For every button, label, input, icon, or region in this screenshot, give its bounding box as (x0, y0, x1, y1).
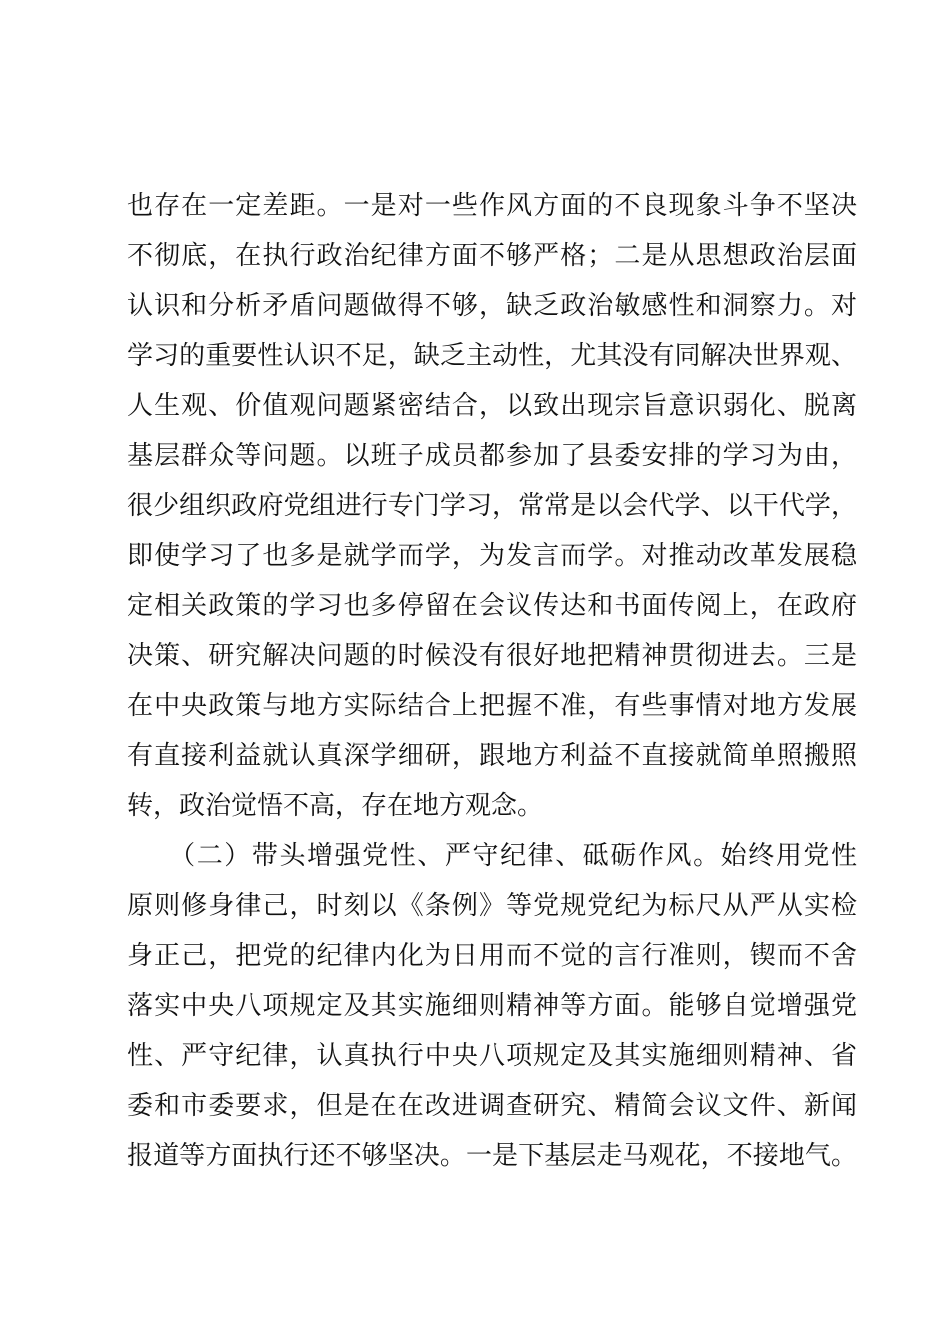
text-line: 定相关政策的学习也多停留在会议传达和书面传阅上，在政府 (127, 591, 857, 621)
text-line: 性、严守纪律，认真执行中央八项规定及其实施细则精神、省 (127, 1041, 857, 1071)
text-line: 人生观、价值观问题紧密结合，以致出现宗旨意识弱化、脱离 (127, 391, 857, 421)
text-line: 也存在一定差距。一是对一些作风方面的不良现象斗争不坚决 (127, 191, 857, 221)
text-line: 报道等方面执行还不够坚决。一是下基层走马观花，不接地气。 (127, 1141, 857, 1171)
body-text (127, 181, 857, 1181)
text-line: 原则修身律己，时刻以《条例》等党规党纪为标尺从严从实检 (127, 891, 857, 921)
text-line: 决策、研究解决问题的时候没有很好地把精神贯彻进去。三是 (127, 641, 857, 671)
paragraph-end-line: 转，政治觉悟不高，存在地方观念。 (127, 791, 544, 821)
text-line: 有直接利益就认真深学细研，跟地方利益不直接就简单照搬照 (127, 741, 857, 771)
text-line: 不彻底，在执行政治纪律方面不够严格；二是从思想政治层面 (127, 241, 857, 271)
text-line: 即使学习了也多是就学而学，为发言而学。对推动改革发展稳 (127, 541, 857, 571)
text-line: 落实中央八项规定及其实施细则精神等方面。能够自觉增强党 (127, 991, 857, 1021)
section-heading-line: （二）带头增强党性、严守纪律、砥砺作风。始终用党性 (127, 841, 857, 871)
text-line: 委和市委要求，但是在在改进调查研究、精简会议文件、新闻 (127, 1091, 857, 1121)
text-line: 认识和分析矛盾问题做得不够，缺乏政治敏感性和洞察力。对 (127, 291, 857, 321)
text-line: 身正己，把党的纪律内化为日用而不觉的言行准则，锲而不舍 (127, 941, 857, 971)
text-line: 学习的重要性认识不足，缺乏主动性，尤其没有同解决世界观、 (127, 341, 857, 371)
text-line: 很少组织政府党组进行专门学习，常常是以会代学、以干代学， (127, 491, 857, 521)
text-line: 在中央政策与地方实际结合上把握不准，有些事情对地方发展 (127, 691, 857, 721)
text-line: 基层群众等问题。以班子成员都参加了县委安排的学习为由， (127, 441, 857, 471)
